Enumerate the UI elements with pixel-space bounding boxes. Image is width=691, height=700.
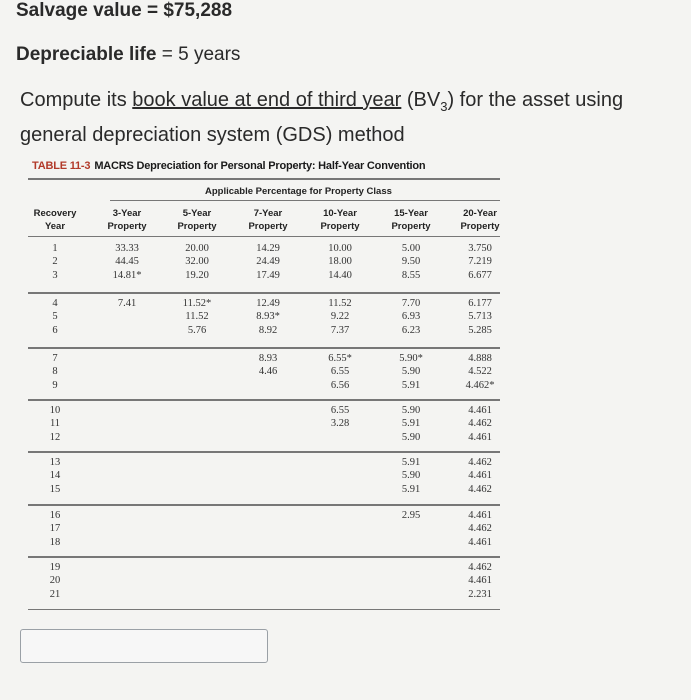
- header-7-year: [238, 207, 298, 233]
- rate-cell: 8.93: [258, 353, 278, 364]
- rate-cell: 4.888: [468, 353, 492, 364]
- header-5-year-line-0: 5-Year: [182, 208, 212, 219]
- rate-cell: 12.49: [256, 298, 280, 309]
- rate-cell: 19.20: [185, 269, 209, 281]
- rate-cell: 33.33: [115, 243, 139, 254]
- group-rule: [28, 292, 500, 294]
- header-3-year: [97, 207, 157, 233]
- group-rule: [28, 347, 500, 349]
- rate-cell: 4.462: [468, 562, 492, 573]
- table-label: TABLE 11-3: [32, 160, 91, 172]
- rate-cell: 8.92: [258, 324, 278, 336]
- rate-cell: 7.219: [468, 256, 492, 268]
- recovery-year-21: 21: [49, 588, 61, 600]
- depreciable-life-line: [16, 44, 240, 66]
- rate-cell: 3.750: [468, 243, 492, 254]
- rate-cell: 14.81*: [112, 269, 142, 281]
- header-10-year-line-0: 10-Year: [323, 208, 357, 219]
- rate-cell: 5.90: [401, 431, 421, 443]
- rate-cell: 2.231: [468, 588, 492, 600]
- rate-cell: 5.91: [401, 379, 421, 391]
- rate-cell: 6.677: [468, 269, 492, 281]
- rate-cell: 17.49: [256, 269, 280, 281]
- group-rule: [28, 609, 500, 611]
- rate-cell: 4.461: [468, 405, 492, 416]
- group-rule: [28, 556, 500, 558]
- rate-cell: 4.461: [468, 510, 492, 521]
- recovery-year-13: 13: [49, 457, 61, 468]
- rate-cell: 14.40: [328, 269, 352, 281]
- header-3-year-line-1: Property: [107, 221, 147, 232]
- group-rule: [28, 399, 500, 401]
- recovery-year-18: 18: [49, 536, 61, 548]
- rate-cell: 5.91: [401, 483, 421, 495]
- rate-cell: 4.462: [468, 483, 492, 495]
- rate-cell: 5.285: [468, 324, 492, 336]
- recovery-year-4: 4: [52, 298, 58, 309]
- rate-cell: 5.91: [401, 457, 421, 468]
- header-7-year-line-1: Property: [248, 221, 288, 232]
- rate-cell: 8.55: [401, 269, 421, 281]
- recovery-year-12: 12: [49, 431, 61, 443]
- rate-cell: 6.56: [330, 379, 350, 391]
- rate-cell: 6.55: [330, 366, 350, 378]
- rate-cell: 4.462: [468, 457, 492, 468]
- rate-cell: 9.50: [401, 256, 421, 268]
- rate-cell: 5.76: [187, 324, 207, 336]
- recovery-year-7: 7: [52, 353, 58, 364]
- group-rule: [28, 504, 500, 506]
- rate-cell: 10.00: [328, 243, 352, 254]
- rate-cell: 44.45: [115, 256, 139, 268]
- rate-cell: 4.461: [468, 431, 492, 443]
- salvage-value-line: [16, 0, 232, 22]
- rate-cell: 4.522: [468, 366, 492, 378]
- recovery-year-19: 19: [49, 562, 61, 573]
- rate-cell: 6.23: [401, 324, 421, 336]
- recovery-year-11: 11: [49, 418, 61, 430]
- rate-cell: 6.177: [468, 298, 492, 309]
- header-recovery-year: [25, 207, 85, 233]
- rate-cell: 4.46: [258, 366, 278, 378]
- rate-cell: 18.00: [328, 256, 352, 268]
- header-15-year: [381, 207, 441, 233]
- table-title-text: MACRS Depreciation for Personal Property: Half-Year Convention: [94, 160, 426, 172]
- recovery-year-5: 5: [52, 311, 58, 323]
- header-3-year-line-0: 3-Year: [112, 208, 142, 219]
- recovery-year-15: 15: [49, 483, 61, 495]
- header-bottom-rule: [28, 236, 500, 237]
- rate-cell: 3.28: [330, 418, 350, 430]
- rate-cell: 6.55: [330, 405, 350, 416]
- recovery-year-14: 14: [49, 470, 61, 482]
- group-rule: [28, 451, 500, 453]
- rate-cell: 24.49: [256, 256, 280, 268]
- rate-cell: 4.461: [468, 575, 492, 587]
- recovery-year-17: 17: [49, 523, 61, 535]
- rate-cell: 14.29: [256, 243, 280, 254]
- recovery-year-2: 2: [52, 256, 58, 268]
- rate-cell: 4.462: [468, 418, 492, 430]
- applicable-percentage-header: Applicable Percentage for Property Class: [205, 186, 392, 197]
- recovery-year-6: 6: [52, 324, 58, 336]
- rate-cell: 2.95: [401, 510, 421, 521]
- rate-cell: 9.22: [330, 311, 350, 323]
- rate-cell: 6.93: [401, 311, 421, 323]
- class-header-rule: [110, 200, 500, 201]
- rate-cell: 5.90: [401, 366, 421, 378]
- rate-cell: 11.52: [328, 298, 352, 309]
- header-10-year: [310, 207, 370, 233]
- rate-cell: 6.55*: [328, 353, 352, 364]
- rate-cell: 7.37: [330, 324, 350, 336]
- header-20-year-line-0: 20-Year: [463, 208, 497, 219]
- prompt-part-3: ) for the asset using general depreciation system (GDS) method: [20, 89, 624, 146]
- header-15-year-line-0: 15-Year: [394, 208, 428, 219]
- header-10-year-line-1: Property: [320, 221, 360, 232]
- recovery-year-1: 1: [52, 243, 58, 254]
- rate-cell: 4.461: [468, 470, 492, 482]
- rate-cell: 5.90*: [399, 353, 423, 364]
- answer-input-box[interactable]: [20, 629, 268, 663]
- life-label: Depreciable life: [16, 44, 157, 65]
- rate-cell: 5.91: [401, 418, 421, 430]
- header-5-year-line-1: Property: [177, 221, 217, 232]
- recovery-year-3: 3: [52, 269, 58, 281]
- rate-cell: 11.52: [185, 311, 209, 323]
- life-value: = 5 years: [156, 44, 241, 65]
- rate-cell: 32.00: [185, 256, 209, 268]
- salvage-label: Salvage value = $75,288: [16, 0, 233, 21]
- question-prompt: [20, 86, 685, 150]
- rate-cell: 4.462*: [465, 379, 495, 391]
- recovery-year-8: 8: [52, 366, 58, 378]
- header-5-year: [167, 207, 227, 233]
- header-7-year-line-0: 7-Year: [253, 208, 283, 219]
- rate-cell: 11.52*: [182, 298, 212, 309]
- rate-cell: 5.00: [401, 243, 421, 254]
- rate-cell: 7.41: [117, 298, 137, 309]
- header-recovery-line-0: Recovery: [33, 208, 77, 219]
- header-20-year: [450, 207, 510, 233]
- recovery-year-10: 10: [49, 405, 61, 416]
- rate-cell: 5.90: [401, 470, 421, 482]
- prompt-part-1: Compute its: [20, 89, 133, 111]
- recovery-year-16: 16: [49, 510, 61, 521]
- rate-cell: 7.70: [401, 298, 421, 309]
- rate-cell: 4.461: [468, 536, 492, 548]
- recovery-year-9: 9: [52, 379, 58, 391]
- rate-cell: 4.462: [468, 523, 492, 535]
- header-15-year-line-1: Property: [391, 221, 431, 232]
- prompt-part-2: (BV: [401, 89, 441, 111]
- header-20-year-line-1: Property: [460, 221, 500, 232]
- prompt-underlined-phrase: book value at end of third year: [132, 89, 402, 111]
- header-recovery-line-1: Year: [44, 221, 66, 232]
- rate-cell: 5.90: [401, 405, 421, 416]
- rate-cell: 20.00: [185, 243, 209, 254]
- table-top-rule: [28, 178, 500, 180]
- prompt-subscript: 3: [440, 99, 448, 114]
- rate-cell: 5.713: [468, 311, 492, 323]
- recovery-year-20: 20: [49, 575, 61, 587]
- table-title: [32, 160, 425, 172]
- rate-cell: 8.93*: [256, 311, 280, 323]
